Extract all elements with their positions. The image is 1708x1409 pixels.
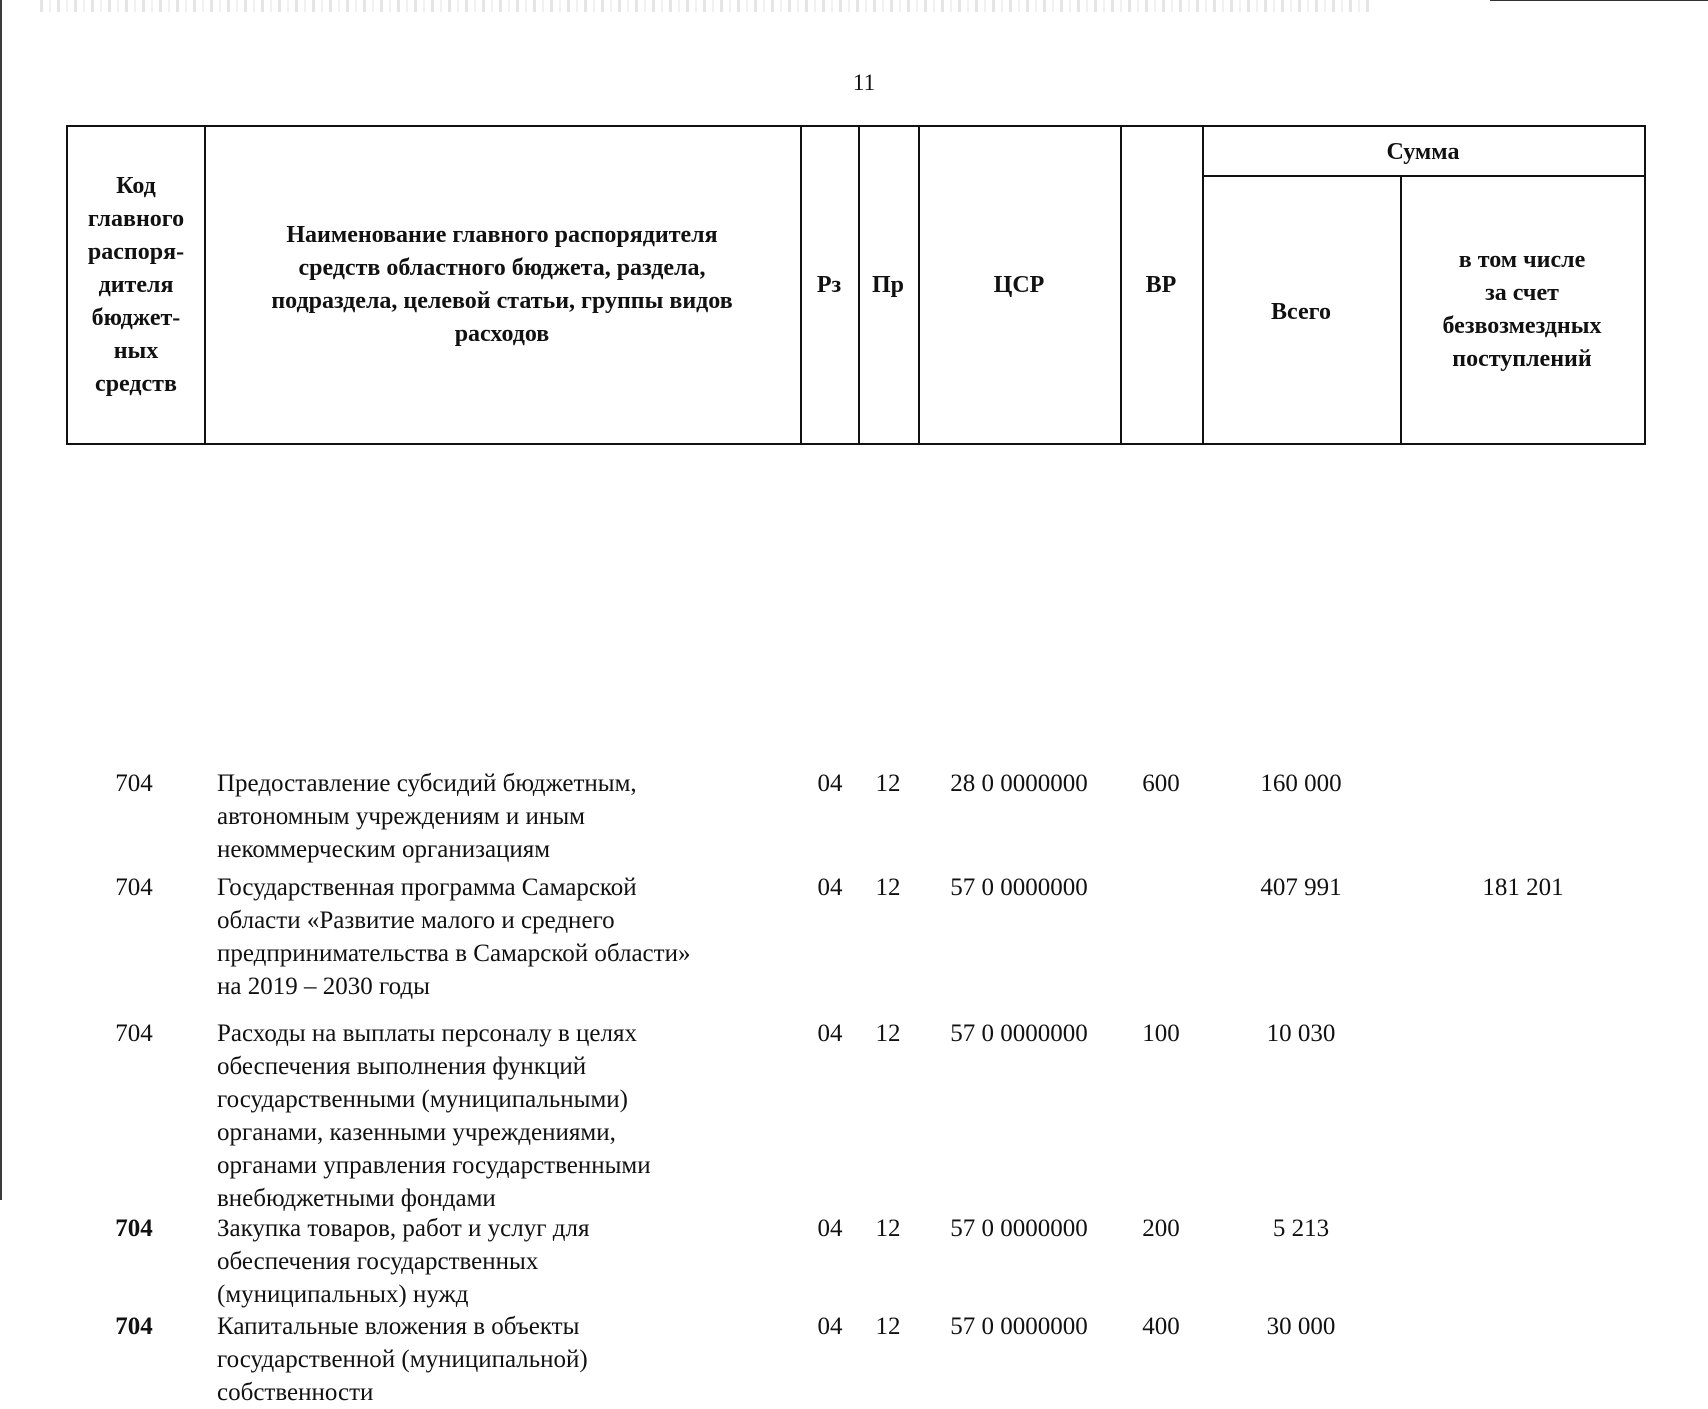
cell-code: 704 bbox=[115, 874, 153, 901]
scan-line bbox=[1490, 0, 1708, 1]
cell-csr: 57 0 0000000 bbox=[950, 1020, 1088, 1047]
header-incl bbox=[1400, 177, 1644, 443]
header-name bbox=[204, 127, 800, 443]
cell-csr: 57 0 0000000 bbox=[950, 1215, 1088, 1242]
cell-vr: 600 bbox=[1142, 770, 1180, 797]
cell-pr: 12 bbox=[875, 874, 901, 901]
cell-name-line: (муниципальных) нужд bbox=[217, 1281, 469, 1308]
cell-rz: 04 bbox=[817, 1313, 843, 1340]
header-name-line: средств областного бюджета, раздела, bbox=[298, 255, 706, 281]
cell-pr: 12 bbox=[875, 1020, 901, 1047]
cell-pr: 12 bbox=[875, 1215, 901, 1242]
header-incl-line: поступлений bbox=[1452, 346, 1592, 372]
header-code-line: ных bbox=[113, 337, 159, 364]
cell-incl: 181 201 bbox=[1482, 874, 1564, 901]
cell-name-line: государственной (муниципальной) bbox=[217, 1346, 588, 1373]
cell-name bbox=[217, 871, 777, 1003]
header-incl-line: в том числе bbox=[1458, 247, 1586, 273]
budget-table bbox=[66, 125, 1646, 1406]
cell-name-line: органами, казенными учреждениями, bbox=[217, 1119, 616, 1146]
cell-name bbox=[217, 1212, 777, 1311]
cell-rz: 04 bbox=[817, 770, 843, 797]
cell-name-line: собственности bbox=[217, 1379, 374, 1406]
cell-name-line: некоммерческим организациям bbox=[217, 836, 551, 863]
header-code-line: главного bbox=[87, 205, 185, 232]
cell-name bbox=[217, 767, 777, 866]
cell-name-line: органами управления государственными bbox=[217, 1152, 651, 1179]
cell-name-line: внебюджетными фондами bbox=[217, 1185, 496, 1212]
cell-name-line: обеспечения государственных bbox=[217, 1248, 539, 1275]
header-pr: Пр bbox=[871, 271, 904, 298]
cell-code: 704 bbox=[115, 1020, 153, 1047]
header-incl-line: за счет bbox=[1485, 280, 1559, 306]
cell-name-line: государственными (муниципальными) bbox=[217, 1086, 628, 1113]
cell-name bbox=[217, 1310, 777, 1409]
header-code bbox=[68, 127, 204, 443]
header-name-line: расходов bbox=[454, 321, 550, 347]
cell-csr: 28 0 0000000 bbox=[950, 770, 1088, 797]
header-incl-line: безвозмездных bbox=[1442, 313, 1602, 339]
header-vr: ВР bbox=[1145, 271, 1177, 298]
cell-rz: 04 bbox=[817, 1020, 843, 1047]
header-code-line: Код bbox=[116, 172, 156, 199]
header-rz: Рз bbox=[816, 271, 842, 298]
cell-csr: 57 0 0000000 bbox=[950, 874, 1088, 901]
header-name-line: подраздела, целевой статьи, группы видов bbox=[271, 288, 733, 314]
cell-code: 704 bbox=[115, 1313, 153, 1340]
cell-pr: 12 bbox=[875, 1313, 901, 1340]
header-code-line: дителя bbox=[98, 271, 174, 298]
scan-edge bbox=[0, 0, 2, 1200]
cell-total: 160 000 bbox=[1260, 770, 1342, 797]
cell-rz: 04 bbox=[817, 1215, 843, 1242]
cell-vr: 400 bbox=[1142, 1313, 1180, 1340]
cell-name-line: автономным учреждениям и иным bbox=[217, 803, 585, 830]
page-number: 11 bbox=[852, 70, 876, 95]
cell-total: 30 000 bbox=[1266, 1313, 1336, 1340]
cell-total: 5 213 bbox=[1272, 1215, 1330, 1242]
cell-name bbox=[217, 1017, 777, 1215]
header-code-line: распоря- bbox=[87, 238, 185, 265]
cell-vr: 200 bbox=[1142, 1215, 1180, 1242]
cell-name-line: Капитальные вложения в объекты bbox=[217, 1313, 580, 1340]
cell-name-line: Государственная программа Самарской bbox=[217, 874, 637, 901]
cell-vr: 100 bbox=[1142, 1020, 1180, 1047]
cell-total: 407 991 bbox=[1260, 874, 1342, 901]
cell-name-line: обеспечения выполнения функций bbox=[217, 1053, 587, 1080]
scan-noise bbox=[40, 0, 1370, 12]
cell-pr: 12 bbox=[875, 770, 901, 797]
cell-name-line: Предоставление субсидий бюджетным, bbox=[217, 770, 637, 797]
cell-name-line: Расходы на выплаты персоналу в целях bbox=[217, 1020, 637, 1047]
cell-rz: 04 bbox=[817, 874, 843, 901]
cell-name-line: предпринимательства в Самарской области» bbox=[217, 940, 691, 967]
header-name-line: Наименование главного распорядителя bbox=[286, 222, 718, 248]
header-total: Всего bbox=[1271, 298, 1331, 325]
table-header bbox=[66, 125, 1646, 445]
cell-name-line: на 2019 – 2030 годы bbox=[217, 973, 430, 1000]
cell-csr: 57 0 0000000 bbox=[950, 1313, 1088, 1340]
cell-name-line: Закупка товаров, работ и услуг для bbox=[217, 1215, 590, 1242]
cell-name-line: области «Развитие малого и среднего bbox=[217, 907, 615, 934]
cell-code: 704 bbox=[115, 1215, 153, 1242]
cell-total: 10 030 bbox=[1266, 1020, 1336, 1047]
header-summa: Сумма bbox=[1386, 138, 1460, 165]
header-csr: ЦСР bbox=[993, 271, 1045, 298]
header-code-line: средств bbox=[95, 370, 177, 397]
header-code-line: бюджет- bbox=[91, 304, 181, 331]
cell-code: 704 bbox=[115, 770, 153, 797]
